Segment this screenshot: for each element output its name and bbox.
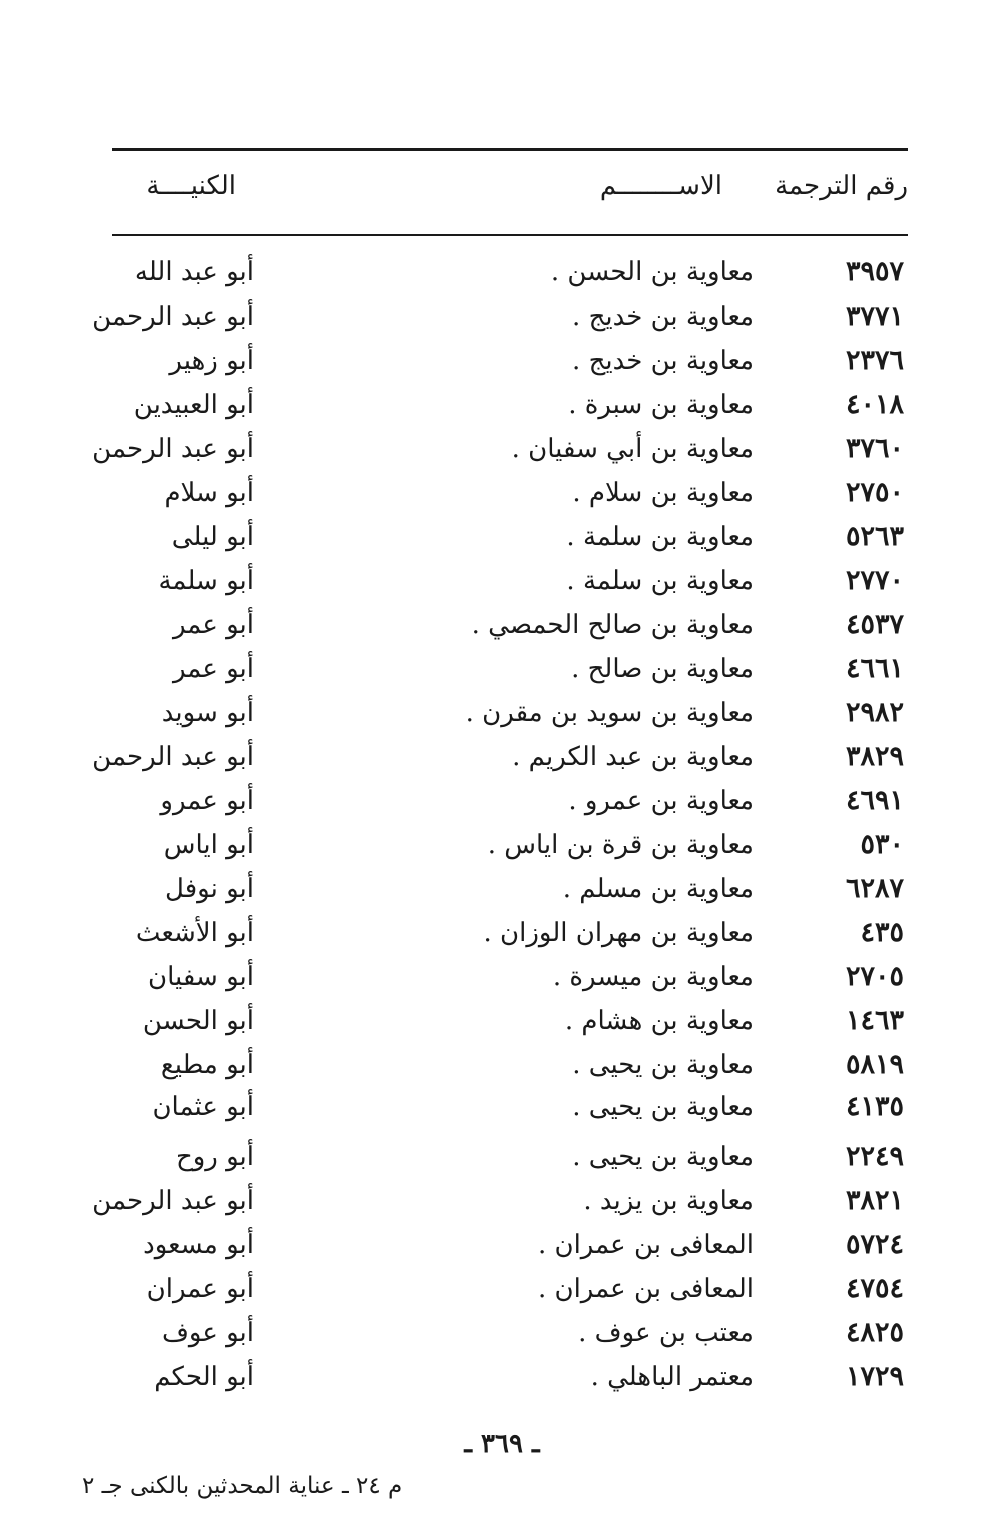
table-row bbox=[0, 341, 1004, 381]
entry-kunya: أبو الحكم bbox=[154, 1362, 254, 1392]
entry-number: ٣٨٢١ bbox=[845, 1185, 904, 1216]
table-row bbox=[0, 1137, 1004, 1177]
entry-number: ٢٢٤٩ bbox=[845, 1141, 904, 1172]
entry-number: ٤٦٦١ bbox=[845, 653, 904, 684]
entry-kunya: أبو العبيدين bbox=[133, 390, 254, 420]
table-row bbox=[0, 561, 1004, 601]
entry-name: معاوية بن هشام . bbox=[564, 1006, 754, 1036]
table-row bbox=[0, 1225, 1004, 1265]
entry-kunya: أبو عبد الرحمن bbox=[92, 302, 254, 332]
entry-name: معاوية بن قرة بن اياس . bbox=[487, 830, 754, 860]
entry-number: ٤٦٩١ bbox=[845, 785, 904, 816]
entry-name: معاوية بن مهران الوزان . bbox=[483, 918, 754, 948]
entry-kunya: أبو مسعود bbox=[143, 1230, 254, 1260]
entry-kunya: أبو عبد الرحمن bbox=[92, 434, 254, 464]
entry-name: معاوية بن يحيى . bbox=[572, 1142, 754, 1172]
entry-kunya: أبو مطيع bbox=[160, 1050, 254, 1080]
table-row bbox=[0, 693, 1004, 733]
entry-name: معاوية بن سبرة . bbox=[568, 390, 754, 420]
entry-name: معاوية بن الحسن . bbox=[550, 257, 754, 287]
entry-name: المعافى بن عمران . bbox=[537, 1274, 754, 1304]
entry-name: معاوية بن سلمة . bbox=[566, 566, 754, 596]
table-row bbox=[0, 913, 1004, 953]
entry-number: ٤٧٥٤ bbox=[845, 1273, 904, 1304]
entry-name: معاوية بن عمرو . bbox=[568, 786, 754, 816]
entry-number: ٤٣٥ bbox=[860, 917, 904, 948]
entry-name: معاوية بن يحيى . bbox=[572, 1092, 754, 1122]
entry-number: ١٤٦٣ bbox=[845, 1005, 904, 1036]
table-row bbox=[0, 429, 1004, 469]
table-row bbox=[0, 1087, 1004, 1127]
table-row bbox=[0, 1313, 1004, 1353]
header-top-rule bbox=[112, 148, 908, 151]
entry-number: ٢٣٧٦ bbox=[845, 345, 904, 376]
entry-kunya: أبو عبد الرحمن bbox=[92, 1186, 254, 1216]
entry-number: ٤٨٢٥ bbox=[845, 1317, 904, 1348]
table-row bbox=[0, 517, 1004, 557]
table-row bbox=[0, 649, 1004, 689]
entry-name: معاوية بن سويد بن مقرن . bbox=[465, 698, 754, 728]
entry-kunya: أبو اياس bbox=[163, 830, 254, 860]
entry-kunya: أبو عبد الرحمن bbox=[92, 742, 254, 772]
entry-number: ٥٢٦٣ bbox=[845, 521, 904, 552]
entry-name: معاوية بن خديج . bbox=[572, 302, 754, 332]
page-number: ـ ٣٦٩ ـ bbox=[464, 1429, 540, 1459]
entry-number: ٤٥٣٧ bbox=[845, 609, 904, 640]
table-row bbox=[0, 1045, 1004, 1085]
entry-name: معاوية بن ميسرة . bbox=[552, 962, 754, 992]
entry-name: معتمر الباهلي . bbox=[590, 1362, 754, 1392]
entry-name: معاوية بن خديج . bbox=[572, 346, 754, 376]
entry-number: ٢٧٠٥ bbox=[845, 961, 904, 992]
table-row bbox=[0, 737, 1004, 777]
entry-kunya: أبو عمر bbox=[172, 610, 254, 640]
entry-kunya: أبو سلام bbox=[164, 478, 254, 508]
table-row bbox=[0, 385, 1004, 425]
entry-kunya: أبو نوفل bbox=[165, 874, 254, 904]
table-row bbox=[0, 1357, 1004, 1397]
entry-kunya: أبو سويد bbox=[161, 698, 254, 728]
entry-name: معاوية بن صالح الحمصي . bbox=[471, 610, 754, 640]
entry-kunya: أبو عمران bbox=[146, 1274, 254, 1304]
table-row bbox=[0, 473, 1004, 513]
entry-name: معتب بن عوف . bbox=[578, 1318, 754, 1348]
entry-kunya: أبو عبد الله bbox=[134, 257, 254, 287]
entry-name: معاوية بن عبد الكريم . bbox=[512, 742, 754, 772]
entry-number: ٦٢٨٧ bbox=[845, 873, 904, 904]
table-row bbox=[0, 1001, 1004, 1041]
table-row bbox=[0, 1269, 1004, 1309]
entry-kunya: أبو عثمان bbox=[152, 1092, 254, 1122]
entry-name: معاوية بن مسلم . bbox=[562, 874, 754, 904]
entry-number: ٣٩٥٧ bbox=[845, 256, 904, 287]
table-row bbox=[0, 297, 1004, 337]
entry-kunya: أبو روح bbox=[175, 1142, 254, 1172]
header-number-label: رقم الترجمة bbox=[775, 171, 908, 201]
entry-name: معاوية بن سلمة . bbox=[566, 522, 754, 552]
entry-name: معاوية بن يحيى . bbox=[572, 1050, 754, 1080]
entry-name: معاوية بن أبي سفيان . bbox=[511, 434, 754, 464]
entry-kunya: أبو زهير bbox=[169, 346, 254, 376]
table-row bbox=[0, 1181, 1004, 1221]
entry-kunya: أبو ليلى bbox=[171, 522, 254, 552]
entry-number: ٤١٣٥ bbox=[845, 1091, 904, 1122]
footer-signature: م ٢٤ ـ عناية المحدثين بالكنى جـ ٢ bbox=[82, 1473, 403, 1499]
header-bottom-rule bbox=[112, 234, 908, 236]
entry-number: ٣٧٦٠ bbox=[845, 433, 904, 464]
table-row bbox=[0, 252, 1004, 292]
header-kunya-label: الكنيــــة bbox=[146, 171, 236, 201]
entry-number: ٥٨١٩ bbox=[845, 1049, 904, 1080]
table-row bbox=[0, 605, 1004, 645]
entry-number: ٥٣٠ bbox=[860, 829, 904, 860]
header-name-label: الاســــــــم bbox=[599, 171, 722, 201]
entry-kunya: أبو سفيان bbox=[148, 962, 254, 992]
entry-kunya: أبو عمرو bbox=[160, 786, 254, 816]
table-row bbox=[0, 825, 1004, 865]
entry-number: ٢٧٥٠ bbox=[845, 477, 904, 508]
entry-number: ٢٩٨٢ bbox=[845, 697, 904, 728]
entry-name: معاوية بن يزيد . bbox=[583, 1186, 754, 1216]
entry-kunya: أبو عوف bbox=[161, 1318, 254, 1348]
entry-kunya: أبو عمر bbox=[172, 654, 254, 684]
entry-number: ١٧٢٩ bbox=[845, 1361, 904, 1392]
table-row bbox=[0, 957, 1004, 997]
entry-kunya: أبو الحسن bbox=[142, 1006, 254, 1036]
entry-number: ٤٠١٨ bbox=[845, 389, 904, 420]
table-row bbox=[0, 869, 1004, 909]
table-row bbox=[0, 781, 1004, 821]
entry-kunya: أبو سلمة bbox=[158, 566, 254, 596]
entry-number: ٢٧٧٠ bbox=[845, 565, 904, 596]
entry-name: معاوية بن سلام . bbox=[572, 478, 754, 508]
entry-number: ٣٨٢٩ bbox=[845, 741, 904, 772]
entry-number: ٣٧٧١ bbox=[845, 301, 904, 332]
entry-number: ٥٧٢٤ bbox=[845, 1229, 904, 1260]
entry-kunya: أبو الأشعث bbox=[135, 918, 254, 948]
entry-name: المعافى بن عمران . bbox=[537, 1230, 754, 1260]
entry-name: معاوية بن صالح . bbox=[571, 654, 754, 684]
